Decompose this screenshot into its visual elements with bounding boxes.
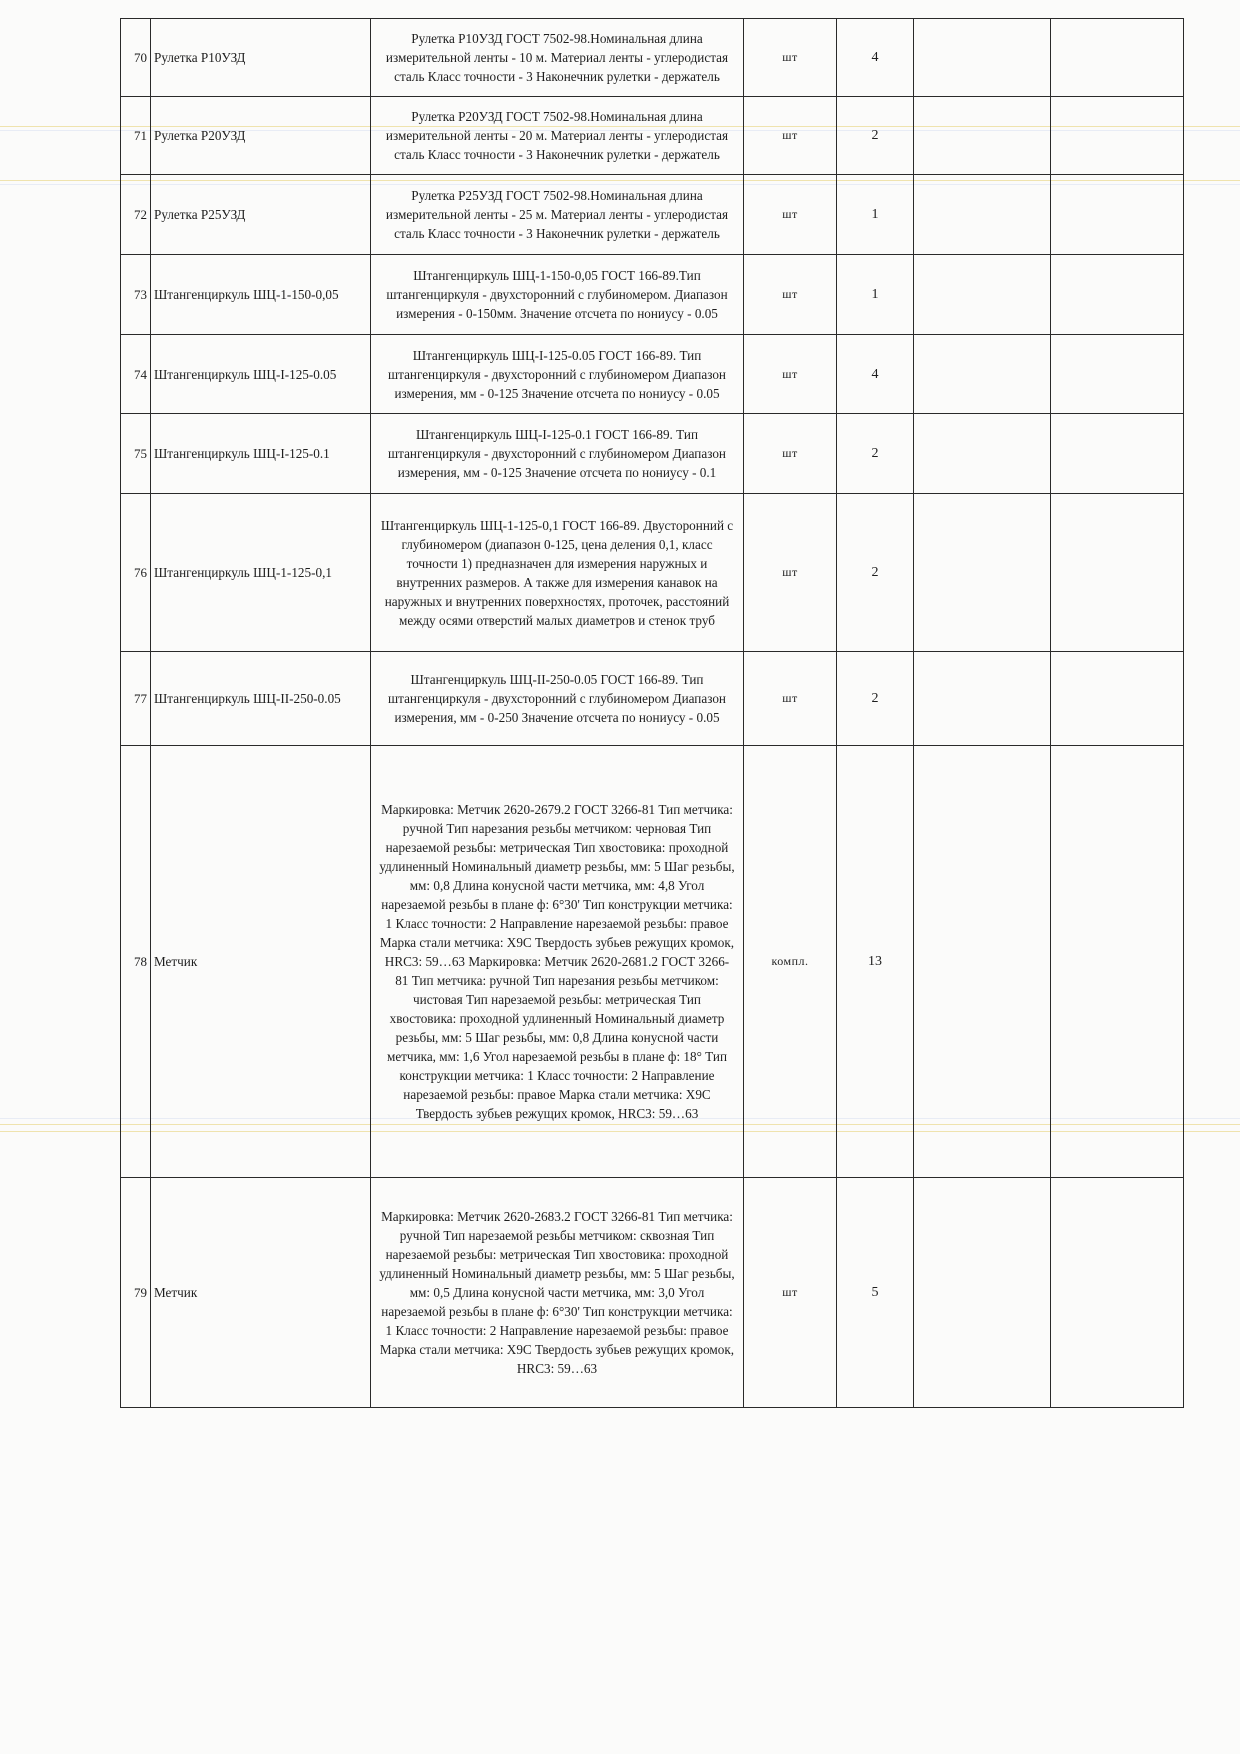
item-unit: шт: [744, 175, 837, 255]
item-quantity: 2: [837, 414, 914, 494]
item-unit: шт: [744, 19, 837, 97]
item-unit: шт: [744, 97, 837, 175]
item-description: Рулетка Р20УЗД ГОСТ 7502-98.Номинальная длина измерительной ленты - 20 м. Материал ленты - углеродистая сталь Класс точности - 3 Наконечник рулетки - держатель: [371, 97, 744, 175]
item-unit: шт: [744, 414, 837, 494]
item-description: Маркировка: Метчик 2620-2683.2 ГОСТ 3266-81 Тип метчика: ручной Тип нарезаемой резьбы метчиком: сквозная Тип нарезаемой резьбы: метрическая Тип хвостовика: проходной удлиненный Номинальный диаметр резьбы, мм: 5 Шаг резьбы, мм: 0,5 Длина конусной части метчика, мм: 3,0 Угол нарезаемой резьбы в плане ф: 6°30' Тип конструкции метчика: 1 Класс точности: 2 Направление нарезаемой резьбы: правое Марка стали метчика: Х9С Твердость зубьев режущих кромок, HRC3: 59…63: [371, 1178, 744, 1408]
item-description: Рулетка Р10УЗД ГОСТ 7502-98.Номинальная длина измерительной ленты - 10 м. Материал ленты - углеродистая сталь Класс точности - 3 Наконечник рулетки - держатель: [371, 19, 744, 97]
item-quantity: 2: [837, 494, 914, 652]
row-number: 71: [121, 97, 151, 175]
item-name: Штангенциркуль ШЦ-II-250-0.05: [151, 652, 371, 746]
table-row: [121, 746, 1184, 1178]
item-quantity: 13: [837, 746, 914, 1178]
table-row: [121, 335, 1184, 414]
item-quantity: 1: [837, 175, 914, 255]
table-row: [121, 652, 1184, 746]
table-row: [121, 175, 1184, 255]
row-number: 78: [121, 746, 151, 1178]
item-description: Штангенциркуль ШЦ-1-150-0,05 ГОСТ 166-89.Тип штангенциркуля - двухсторонний с глубиномером. Диапазон измерения - 0-150мм. Значение отсчета по нониусу - 0.05: [371, 255, 744, 335]
empty-cell: [1051, 335, 1184, 414]
item-name: Штангенциркуль ШЦ-1-150-0,05: [151, 255, 371, 335]
table-row: [121, 1178, 1184, 1408]
empty-cell: [914, 19, 1051, 97]
item-quantity: 1: [837, 255, 914, 335]
item-name: Рулетка Р25УЗД: [151, 175, 371, 255]
row-number: 77: [121, 652, 151, 746]
row-number: 74: [121, 335, 151, 414]
item-description: Штангенциркуль ШЦ-1-125-0,1 ГОСТ 166-89. Двусторонний с глубиномером (диапазон 0-125, цена деления 0,1, класс точности 1) предназначен для измерения наружных и внутренних размеров. А также для измерения канавок на наружных и внутренних поверхностях, проточек, расстояний между осями отверстий малых диаметров и стенок труб: [371, 494, 744, 652]
item-unit: шт: [744, 1178, 837, 1408]
item-description: Маркировка: Метчик 2620-2679.2 ГОСТ 3266-81 Тип метчика: ручной Тип нарезания резьбы метчиком: черновая Тип нарезаемой резьбы: метрическая Тип хвостовика: проходной удлиненный Номинальный диаметр резьбы, мм: 5 Шаг резьбы, мм: 0,8 Длина конусной части метчика, мм: 4,8 Угол нарезаемой резьбы в плане ф: 6°30' Тип конструкции метчика: 1 Класс точности: 2 Направление нарезаемой резьбы: правое Марка стали метчика: Х9С Твердость зубьев режущих кромок, HRC3: 59…63 Маркировка: Метчик 2620-2681.2 ГОСТ 3266-81 Тип метчика: ручной Тип нарезания резьбы метчиком: чистовая Тип нарезаемой резьбы: метрическая Тип хвостовика: проходной удлиненный Номинальный диаметр резьбы, мм: 5 Шаг резьбы, мм: 0,8 Длина конусной части метчика, мм: 1,6 Угол нарезаемой резьбы в плане ф: 18° Тип конструкции метчика: 1 Класс точности: 2 Направление нарезаемой резьбы: правое Марка стали метчика: Х9С Твердость зубьев режущих кромок, HRC3: 59…63: [371, 746, 744, 1178]
empty-cell: [914, 652, 1051, 746]
item-name: Метчик: [151, 1178, 371, 1408]
empty-cell: [914, 494, 1051, 652]
empty-cell: [1051, 494, 1184, 652]
item-unit: шт: [744, 652, 837, 746]
empty-cell: [914, 255, 1051, 335]
empty-cell: [1051, 652, 1184, 746]
table-row: [121, 19, 1184, 97]
empty-cell: [1051, 97, 1184, 175]
item-description: Рулетка Р25УЗД ГОСТ 7502-98.Номинальная длина измерительной ленты - 25 м. Материал ленты - углеродистая сталь Класс точности - 3 Наконечник рулетки - держатель: [371, 175, 744, 255]
item-unit: компл.: [744, 746, 837, 1178]
item-name: Рулетка Р20УЗД: [151, 97, 371, 175]
table-row: [121, 97, 1184, 175]
table-row: [121, 494, 1184, 652]
empty-cell: [914, 1178, 1051, 1408]
item-unit: шт: [744, 335, 837, 414]
empty-cell: [1051, 19, 1184, 97]
empty-cell: [914, 414, 1051, 494]
specification-table: [120, 18, 1184, 1408]
empty-cell: [914, 175, 1051, 255]
row-number: 70: [121, 19, 151, 97]
table-row: [121, 255, 1184, 335]
item-description: Штангенциркуль ШЦ-I-125-0.05 ГОСТ 166-89. Тип штангенциркуля - двухсторонний с глубиномером Диапазон измерения, мм - 0-125 Значение отсчета по нониусу - 0.05: [371, 335, 744, 414]
empty-cell: [1051, 746, 1184, 1178]
item-name: Штангенциркуль ШЦ-I-125-0.1: [151, 414, 371, 494]
item-unit: шт: [744, 255, 837, 335]
table-row: [121, 414, 1184, 494]
item-quantity: 2: [837, 652, 914, 746]
row-number: 75: [121, 414, 151, 494]
item-quantity: 4: [837, 19, 914, 97]
item-name: Штангенциркуль ШЦ-I-125-0.05: [151, 335, 371, 414]
item-description: Штангенциркуль ШЦ-I-125-0.1 ГОСТ 166-89. Тип штангенциркуля - двухсторонний с глубиномером Диапазон измерения, мм - 0-125 Значение отсчета по нониусу - 0.1: [371, 414, 744, 494]
row-number: 73: [121, 255, 151, 335]
item-quantity: 2: [837, 97, 914, 175]
row-number: 72: [121, 175, 151, 255]
empty-cell: [914, 746, 1051, 1178]
row-number: 76: [121, 494, 151, 652]
empty-cell: [1051, 1178, 1184, 1408]
row-number: 79: [121, 1178, 151, 1408]
empty-cell: [1051, 414, 1184, 494]
item-name: Метчик: [151, 746, 371, 1178]
item-name: Рулетка Р10УЗД: [151, 19, 371, 97]
empty-cell: [1051, 255, 1184, 335]
empty-cell: [914, 97, 1051, 175]
empty-cell: [914, 335, 1051, 414]
item-unit: шт: [744, 494, 837, 652]
item-quantity: 5: [837, 1178, 914, 1408]
item-quantity: 4: [837, 335, 914, 414]
empty-cell: [1051, 175, 1184, 255]
item-name: Штангенциркуль ШЦ-1-125-0,1: [151, 494, 371, 652]
item-description: Штангенциркуль ШЦ-II-250-0.05 ГОСТ 166-89. Тип штангенциркуля - двухсторонний с глубиномером Диапазон измерения, мм - 0-250 Значение отсчета по нониусу - 0.05: [371, 652, 744, 746]
